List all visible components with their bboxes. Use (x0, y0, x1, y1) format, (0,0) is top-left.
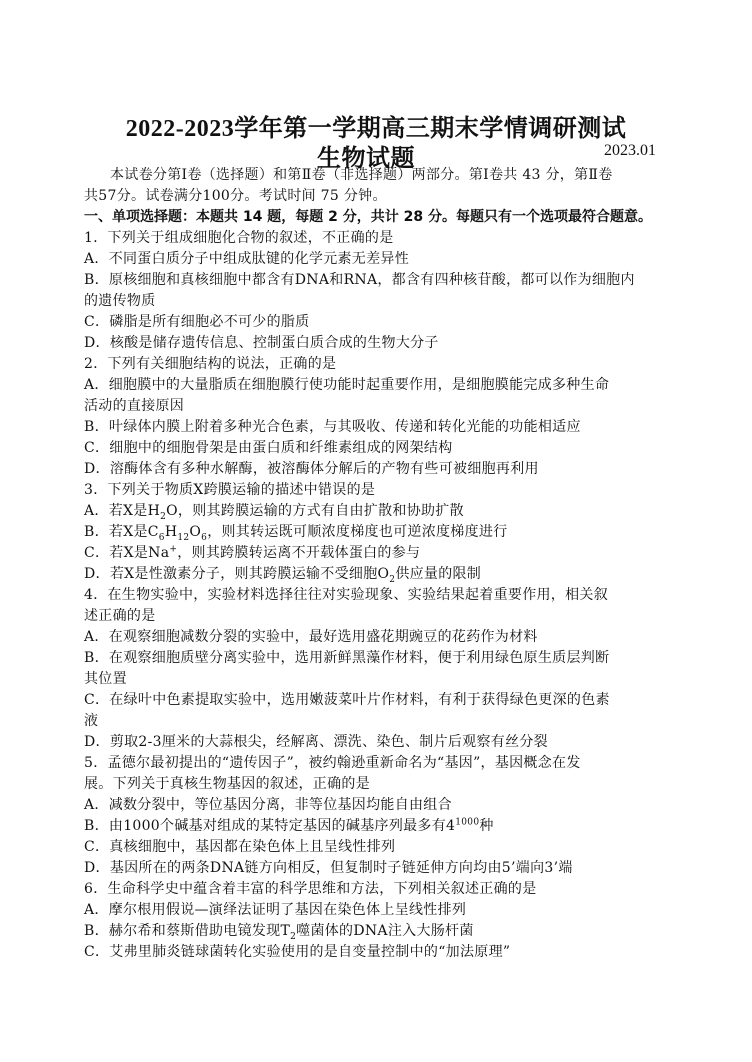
option-line: 活动的直接原因 (84, 398, 185, 414)
option-line: C．细胞中的细胞骨架是由蛋白质和纤维素组成的网架结构 (84, 440, 453, 456)
option-line: D．基因所在的两条DNA链方向相反，但复制时子链延伸方向均由5’端向3’端 (84, 860, 573, 876)
intro-line: 本试卷分第Ⅰ卷（选择题）和第Ⅱ卷（非选择题）两部分。第Ⅰ卷共 43 分，第Ⅱ卷 (110, 167, 613, 183)
question-line: 展。下列关于真核生物基因的叙述，正确的是 (84, 776, 370, 792)
option-line: C．磷脂是所有细胞必不可少的脂质 (84, 314, 310, 330)
exam-subtitle: 生物试题 (317, 146, 415, 172)
option-line: A．不同蛋白质分子中组成肽键的化学元素无差异性 (84, 251, 410, 267)
option-line: A．若X是$H_2O$，则其跨膜运输的方式有自由扩散和协助扩散 (84, 503, 464, 522)
question-line: 4．在生物实验中，实验材料选择往往对实验现象、实验结果起着重要作用，相关叙 (84, 587, 609, 603)
question-line: 3．下列关于物质X跨膜运输的描述中错误的是 (84, 482, 376, 498)
option-line: B．由1000个碱基对组成的某特定基因的碱基序列最多有$4^{1000}$种 (84, 817, 494, 834)
option-line: B．叶绿体内膜上附着多种光合色素，与其吸收、传递和转化光能的功能相适应 (84, 419, 581, 435)
question-line: 5．孟德尔最初提出的“遗传因子”，被约翰逊重新命名为“基因”，基因概念在发 (84, 755, 581, 771)
option-line: B．原核细胞和真核细胞中都含有DNA和RNA，都含有四种核苷酸，都可以作为细胞内 (84, 272, 635, 288)
question-line: 6．生命科学史中蕴含着丰富的科学思维和方法，下列相关叙述正确的是 (84, 881, 537, 897)
question-line: 2．下列有关细胞结构的说法，正确的是 (84, 356, 337, 372)
question-line: 述正确的是 (84, 608, 156, 624)
option-line: B．若X是$C_6H_{12}O_6$，则其转运既可顺浓度梯度也可逆浓度梯度进行 (84, 524, 508, 543)
option-line: A．在观察细胞减数分裂的实验中，最好选用盛花期豌豆的花药作为材料 (84, 629, 538, 645)
option-line: D．若X是性激素分子，则其跨膜运输不受细胞$O_2$供应量的限制 (84, 566, 482, 585)
option-line: C．艾弗里肺炎链球菌转化实验使用的是自变量控制中的“加法原理” (84, 944, 511, 960)
option-line: 液 (84, 713, 99, 729)
option-line: C．真核细胞中，基因都在染色体上且呈线性排列 (84, 839, 396, 855)
exam-title: 2022-2023学年第一学期高三期末学情调研测试 (125, 116, 627, 142)
option-line: A．减数分裂中，等位基因分离，非等位基因均能自由组合 (84, 797, 452, 813)
option-line: C．在绿叶中色素提取实验中，选用嫩菠菜叶片作材料，有利于获得绿色更深的色素 (84, 692, 610, 708)
option-line: A．摩尔根用假说—演绎法证明了基因在染色体上呈线性排列 (84, 902, 467, 918)
option-line: A．细胞膜中的大量脂质在细胞膜行使功能时起重要作用，是细胞膜能完成多种生命 (84, 377, 610, 393)
option-line: D．溶酶体含有多种水解酶，被溶酶体分解后的产物有些可被细胞再利用 (84, 461, 539, 477)
option-line: D．剪取2-3厘米的大蒜根尖，经解离、漂洗、染色、制片后观察有丝分裂 (84, 734, 548, 750)
option-line: 其位置 (84, 671, 127, 687)
section-heading: 一、单项选择题：本题共 14 题，每题 2 分，共计 28 分。每题只有一个选项最符合题意。 (84, 209, 652, 225)
option-line: D．核酸是储存遗传信息、控制蛋白质合成的生物大分子 (84, 335, 439, 351)
option-line: B．在观察细胞质壁分离实验中，选用新鲜黑藻作材料，便于利用绿色原生质层判断 (84, 650, 610, 666)
option-line: C．若X是Na+，则其跨膜转运离不开载体蛋白的参与 (84, 544, 421, 561)
intro-line: 共57分。试卷满分100分。考试时间 75 分钟。 (84, 188, 387, 204)
option-line: 的遗传物质 (84, 293, 156, 309)
exam-date: 2023.01 (604, 142, 656, 159)
question-line: 1．下列关于组成细胞化合物的叙述，不正确的是 (84, 230, 394, 246)
option-line: B．赫尔希和蔡斯借助电镜发现$T_2$噬菌体的DNA注入大肠杆菌 (84, 923, 474, 942)
